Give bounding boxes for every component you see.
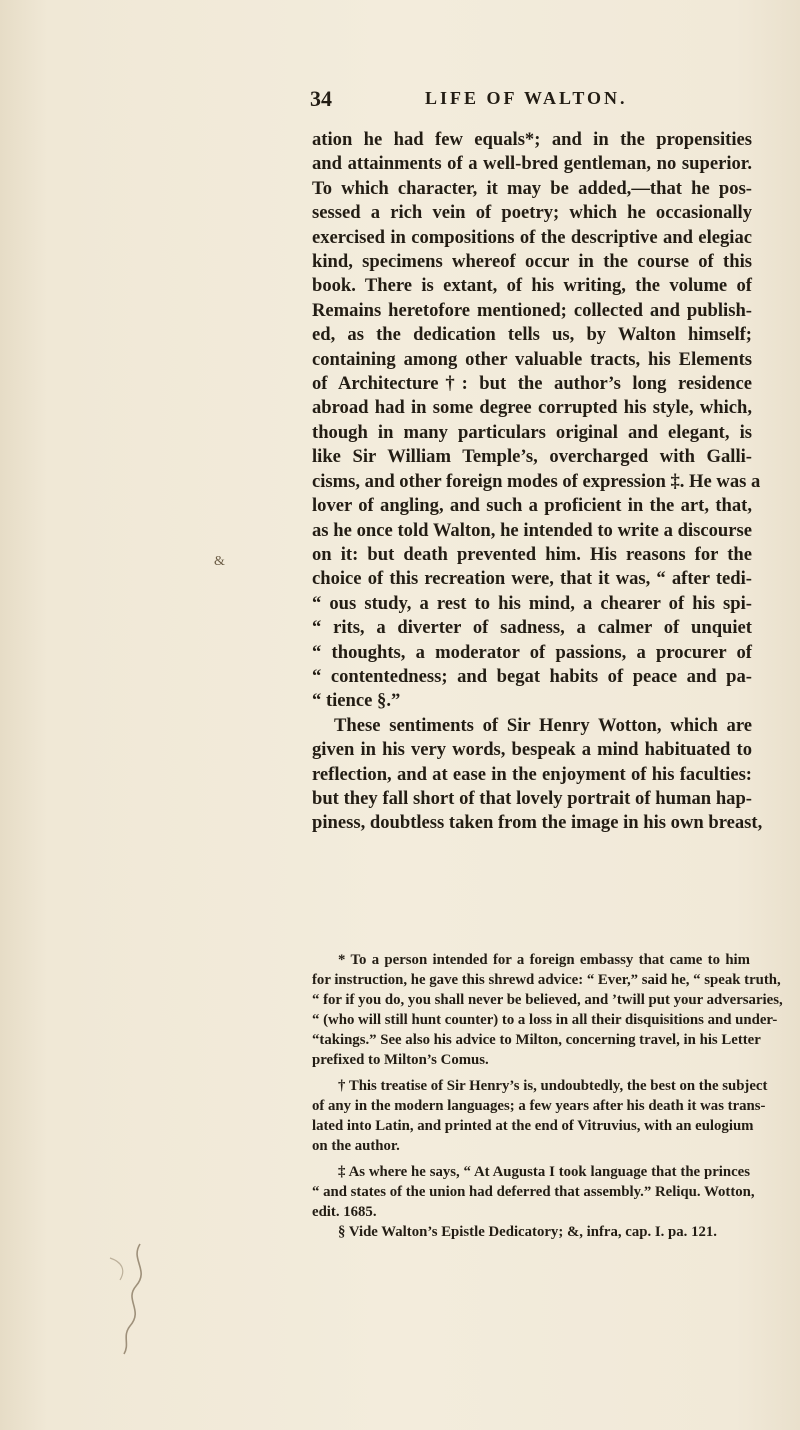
body-line: cisms, and other foreign modes of expression ‡. He was a <box>312 470 761 492</box>
footnote-line: § Vide Walton’s Epistle Dedicatory; &, infra, cap. I. pa. 121. <box>338 1224 717 1240</box>
running-head: LIFE OF WALTON. <box>425 88 628 108</box>
body-text <box>312 128 763 836</box>
body-line: reflection, and at ease in the enjoyment of his faculties: <box>312 763 752 785</box>
body-line: choice of this recreation were, that it was, “ after tedi- <box>312 568 752 590</box>
footnote-line: edit. 1685. <box>312 1204 377 1220</box>
page-header <box>310 86 750 114</box>
footnote-line: “takings.” See also his advice to Milton, concerning travel, in his Letter <box>312 1032 761 1048</box>
footnote-line: prefixed to Milton’s Comus. <box>312 1052 489 1068</box>
body-line: “ rits, a diverter of sadness, a calmer of unquiet <box>312 617 752 639</box>
body-line: containing among other valuable tracts, his Elements <box>312 348 752 370</box>
body-line: Remains heretofore mentioned; collected and publish- <box>312 299 752 321</box>
body-line: lover of angling, and such a proficient in the art, that, <box>312 495 752 517</box>
body-line: “ thoughts, a moderator of passions, a procurer of <box>312 641 752 663</box>
footnotes <box>312 950 783 1242</box>
body-line: but they fall short of that lovely portrait of human hap- <box>312 787 752 809</box>
body-line: sessed a rich vein of poetry; which he occasionally <box>312 202 752 224</box>
body-line: ation he had few equals*; and in the propensities <box>312 129 752 150</box>
body-line: though in many particulars original and elegant, is <box>312 421 752 443</box>
body-line: on it: but death prevented him. His reasons for the <box>312 543 752 565</box>
footnote-line: ‡ As where he says, “ At Augusta I took language that the princes <box>338 1164 750 1180</box>
margin-mark: & <box>214 554 225 569</box>
footnote-line: for instruction, he gave this shrewd advice: “ Ever,” said he, “ speak truth, <box>312 972 781 988</box>
footnote-line: on the author. <box>312 1138 400 1154</box>
body-line: kind, specimens whereof occur in the course of this <box>312 251 752 273</box>
body-line: abroad had in some degree corrupted his style, which, <box>312 397 752 419</box>
body-line: “ contentedness; and begat habits of peace and pa- <box>312 665 752 687</box>
body-line: of Architecture†: but the author’s long residence <box>312 373 752 395</box>
footnote-line: “ and states of the union had deferred that assembly.” Reliqu. Wotton, <box>312 1184 755 1200</box>
footnote-line: † This treatise of Sir Henry’s is, undoubtedly, the best on the subject <box>338 1078 768 1094</box>
body-line: like Sir William Temple’s, overcharged with Galli- <box>312 446 752 468</box>
footnote-line: * To a person intended for a foreign embassy that came to him <box>338 952 750 968</box>
body-line: “ ous study, a rest to his mind, a chearer of his spi- <box>312 592 752 614</box>
body-line: “ tience §.” <box>312 690 401 712</box>
body-line: given in his very words, bespeak a mind habituated to <box>312 739 752 761</box>
footnote-line: “ (who will still hunt counter) to a loss in all their disquisitions and under- <box>312 1012 778 1028</box>
footnote-line: “ for if you do, you shall never be believed, and ’twill put your adversaries, <box>312 992 783 1008</box>
body-line: as he once told Walton, he intended to write a discourse <box>312 519 752 541</box>
body-line: To which character, it may be added,—that he pos- <box>312 177 752 199</box>
body-line: and attainments of a well-bred gentleman, no superior. <box>312 153 752 175</box>
body-line: ed, as the dedication tells us, by Walton himself; <box>312 324 752 346</box>
body-line: These sentiments of Sir Henry Wotton, which are <box>334 714 752 736</box>
page-number: 34 <box>310 86 332 111</box>
body-line: exercised in compositions of the descriptive and elegiac <box>312 226 752 248</box>
body-line: book. There is extant, of his writing, the volume of <box>312 275 752 297</box>
body-line: piness, doubtless taken from the image in his own breast, <box>312 812 763 834</box>
margin-scribble <box>100 1240 172 1360</box>
footnote-line: lated into Latin, and printed at the end of Vitruvius, with an eulogium <box>312 1118 754 1134</box>
footnote-line: of any in the modern languages; a few years after his death it was trans- <box>312 1098 766 1114</box>
